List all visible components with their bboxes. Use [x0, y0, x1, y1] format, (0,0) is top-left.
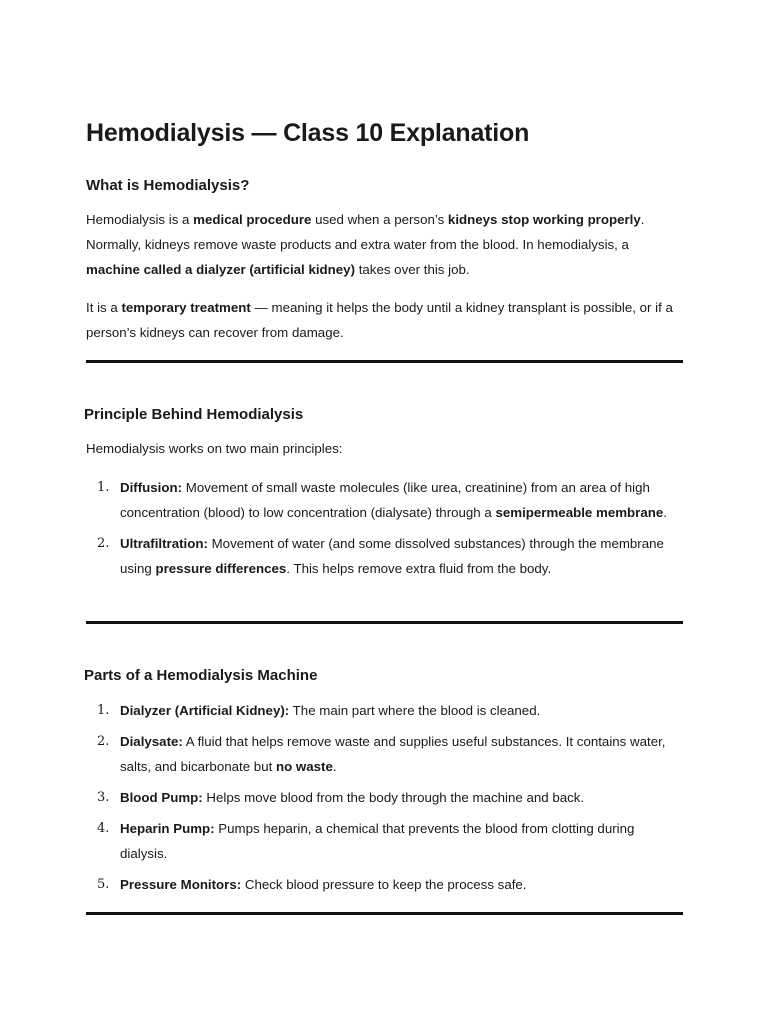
list-item: 5. Pressure Monitors: Check blood pressure to keep the process safe.: [97, 877, 527, 892]
list-item: 4. Heparin Pump: Pumps heparin, a chemical that prevents the blood from clotting during dialysis.: [97, 821, 635, 861]
paragraph-definition: Hemodialysis is a medical procedure used when a person’s kidneys stop working properly. Normally, kidneys remove waste products and extra water from the blood. In hemodialysis, a machine called a dialyzer (artificial kidney) takes over this job.: [86, 212, 645, 277]
section-heading-principle: Principle Behind Hemodialysis: [84, 406, 304, 423]
list-item: 1. Diffusion: Movement of small waste molecules (like urea, creatinine) from an area of high concentration (blood) to low concentration (dialysate) through a semipermeable membrane.: [97, 480, 667, 520]
section-divider: [86, 360, 683, 363]
section-divider: [86, 621, 683, 624]
list-item: 2. Ultrafiltration: Movement of water (and some dissolved substances) through the membrane using pressure differences. This helps remove extra fluid from the body.: [97, 536, 664, 576]
section-heading-what-is: What is Hemodialysis?: [86, 177, 250, 194]
list-item: 3. Blood Pump: Helps move blood from the body through the machine and back.: [97, 790, 585, 805]
section-divider: [86, 912, 683, 915]
paragraph-temporary: It is a temporary treatment — meaning it helps the body until a kidney transplant is possible, or if a person’s kidneys can recover from damage.: [86, 300, 673, 340]
section-heading-parts: Parts of a Hemodialysis Machine: [84, 667, 318, 684]
list-item: 1. Dialyzer (Artificial Kidney): The main part where the blood is cleaned.: [97, 703, 541, 718]
principles-list: [86, 475, 683, 581]
page-title: Hemodialysis — Class 10 Explanation: [86, 119, 530, 147]
paragraph-principles-intro: Hemodialysis works on two main principles:: [86, 441, 343, 456]
list-item: 2. Dialysate: A fluid that helps remove waste and supplies useful substances. It contains water, salts, and bicarbonate but no waste.: [97, 734, 666, 774]
parts-list: [86, 698, 683, 897]
